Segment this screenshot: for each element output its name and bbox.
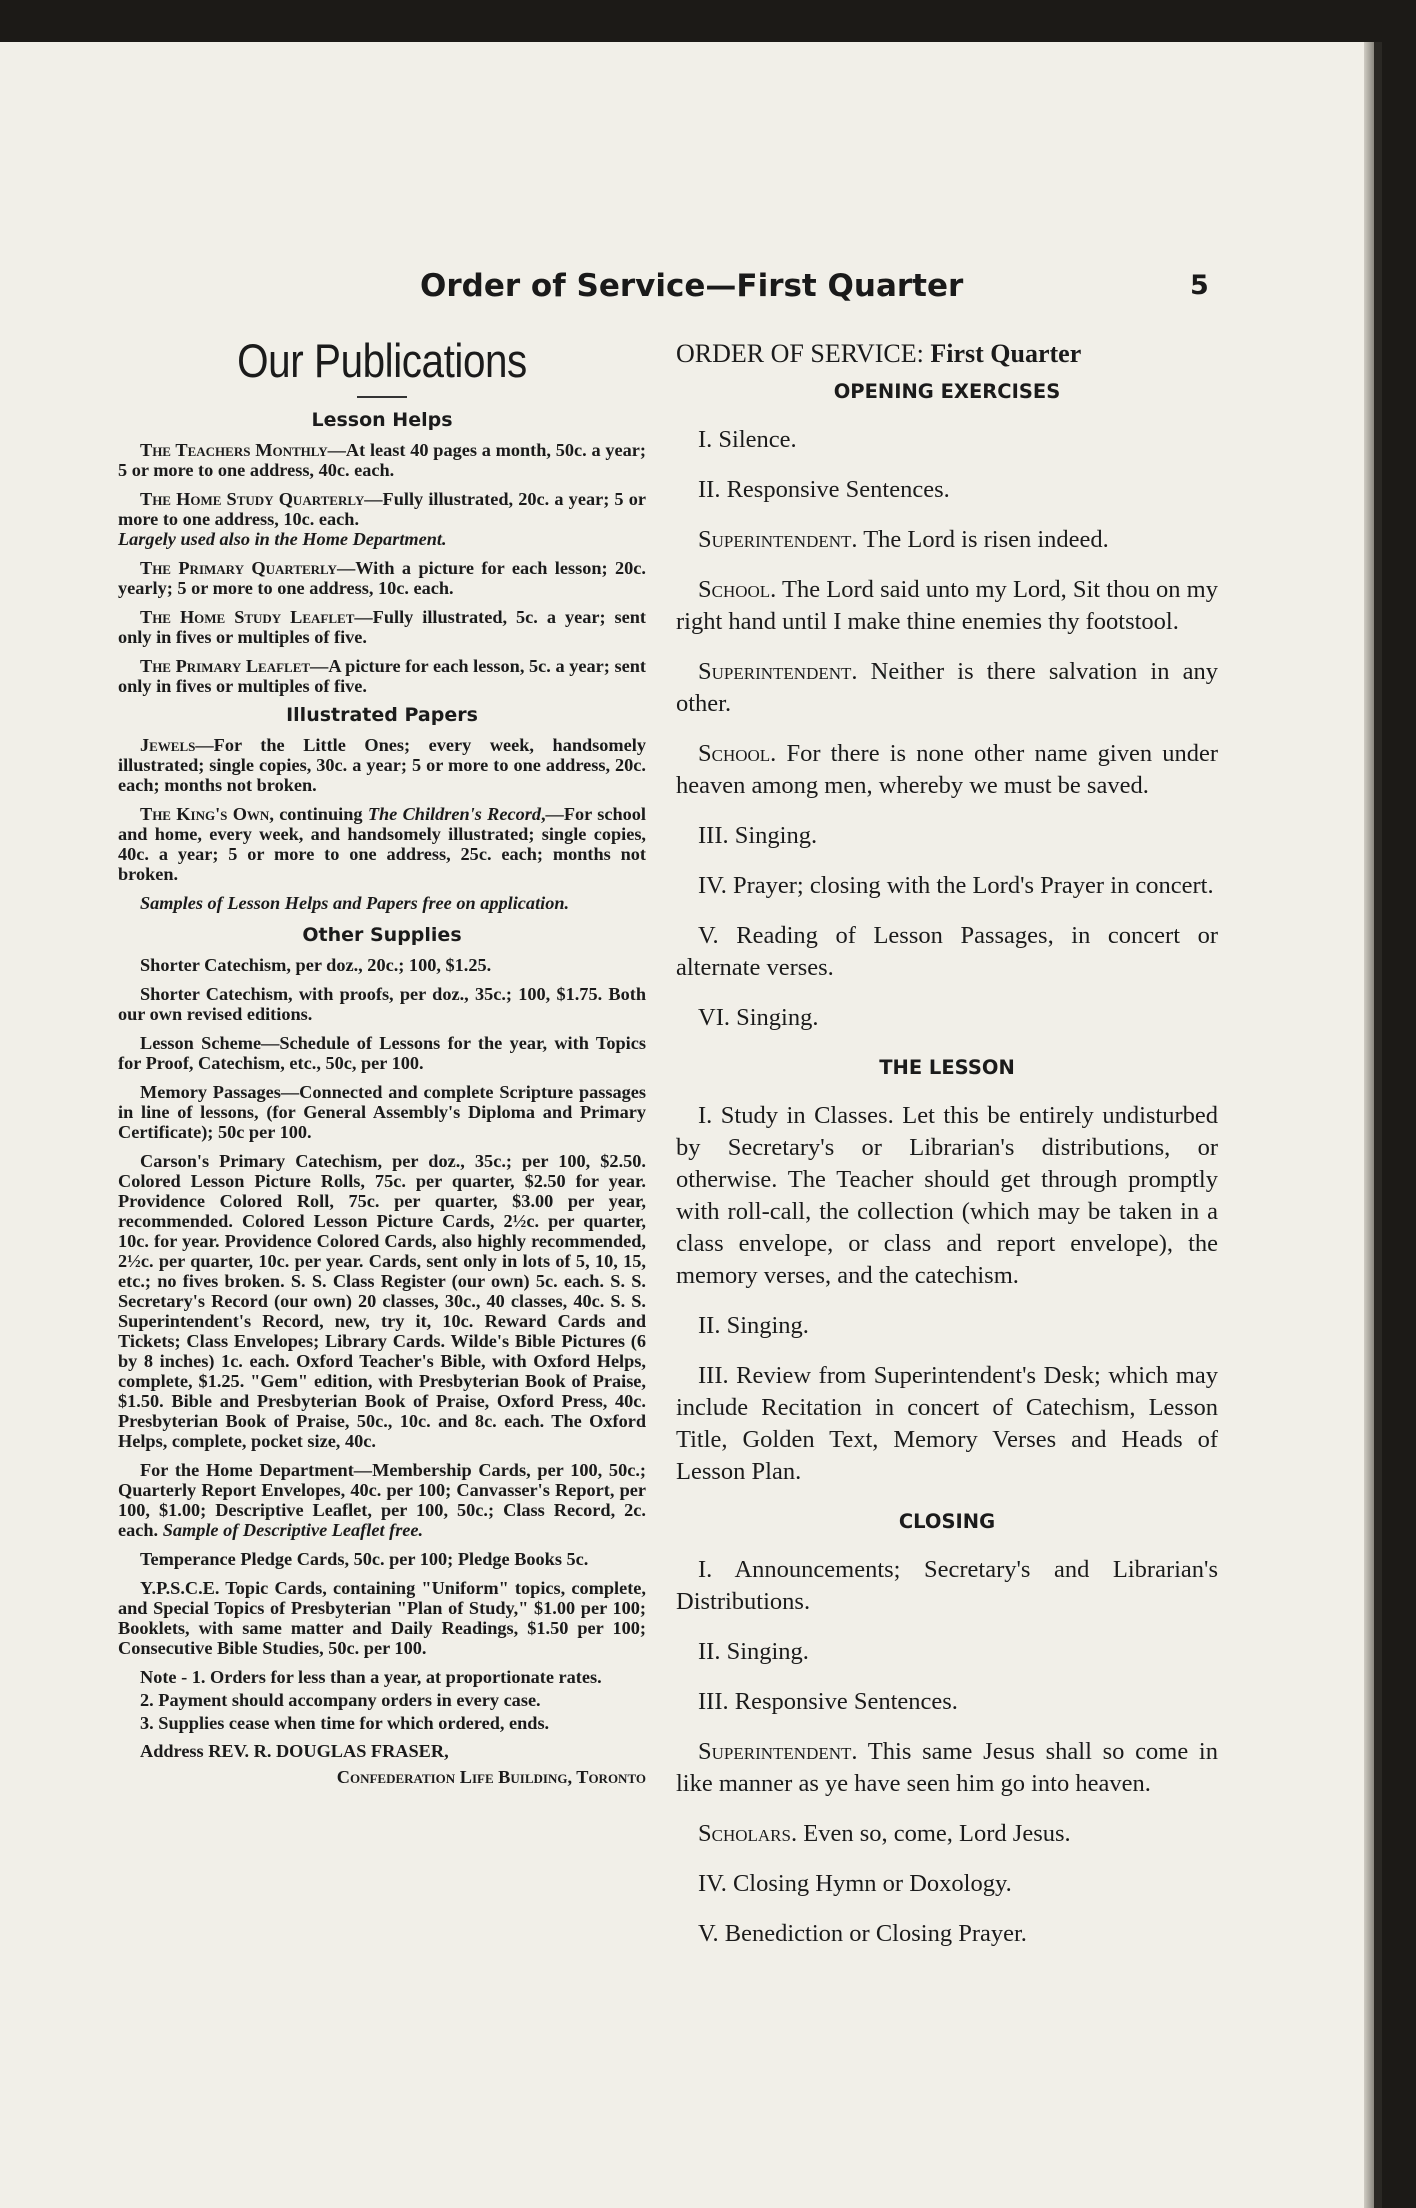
sentence: Even so, come, Lord Jesus. — [797, 1820, 1071, 1847]
publication-entry — [118, 489, 646, 549]
service-item: I. Announcements; Secretary's and Librarian's Distributions. — [676, 1556, 1218, 1615]
address-building: Confederation Life Building, Toronto — [336, 1767, 646, 1787]
sentence: Neither is there salvation in any other. — [676, 658, 1218, 717]
publication-text: —At least 40 pages a month, 50c. a year; 5 or more to one address, 40c. each. — [118, 440, 646, 480]
publications-column — [118, 332, 646, 1787]
service-item: V. Reading of Lesson Passages, in concert or alternate verses. — [676, 922, 1218, 981]
sentence: For there is none other name given under heaven among men, whereby we must be saved. — [676, 740, 1218, 799]
jewels-name: Jewels — [140, 735, 196, 755]
jewels-entry — [118, 735, 646, 795]
sentence: The Lord is risen indeed. — [857, 526, 1109, 553]
responsive-sentence — [676, 524, 1218, 556]
publication-entry — [118, 558, 646, 598]
closing-heading: CLOSING — [898, 1510, 996, 1533]
publication-text: —With a picture for each lesson; 20c. yearly; 5 or more to one address, 10c. each. — [118, 558, 646, 598]
service-item: IV. Prayer; closing with the Lord's Prayer in concert. — [698, 872, 1214, 899]
sentence: This same Jesus shall so come in like manner as ye have seen him go into heaven. — [676, 1738, 1218, 1797]
speaker: School. — [698, 576, 777, 603]
responsive-sentence — [676, 738, 1218, 802]
publication-name: The Teachers Monthly — [140, 440, 328, 460]
responsive-sentence — [676, 656, 1218, 720]
service-item: II. Responsive Sentences. — [698, 476, 950, 503]
publication-name: The Primary Leaflet — [140, 656, 311, 676]
speaker: Superintendent. — [698, 658, 858, 685]
service-item: II. Singing. — [698, 1638, 809, 1665]
service-item: VI. Singing. — [698, 1004, 819, 1031]
home-department-sample: Sample of Descriptive Leaflet free. — [162, 1520, 424, 1540]
responsive-sentence — [676, 1818, 1218, 1850]
publication-entry — [118, 607, 646, 647]
childrens-record: The Children's Record — [367, 804, 541, 824]
home-dept-note: Largely used also in the Home Department. — [118, 529, 447, 549]
jewels-text: —For the Little Ones; every week, handsomely illustrated; single copies, 30c. a year; 5 or more to one address, 20c. each; months not broken. — [118, 735, 646, 795]
sentence: The Lord said unto my Lord, Sit thou on my right hand until I make thine enemies thy footstool. — [676, 576, 1218, 635]
publication-name: The Home Study Leaflet — [140, 607, 355, 627]
service-item: IV. Closing Hymn or Doxology. — [698, 1870, 1012, 1897]
publication-name: The Primary Quarterly — [140, 558, 337, 578]
note-line: Note - 1. Orders for less than a year, at proportionate rates. — [140, 1667, 602, 1687]
publications-title: Our Publications — [237, 334, 527, 387]
responsive-sentence — [676, 1736, 1218, 1800]
service-item: I. Silence. — [698, 426, 797, 453]
publication-entry — [118, 440, 646, 480]
title-rule — [357, 396, 407, 398]
publication-text: —Fully illustrated, 5c. a year; sent only in fives or multiples of five. — [118, 607, 646, 647]
service-item: III. Responsive Sentences. — [698, 1688, 958, 1715]
running-header: Order of Service—First Quarter — [420, 268, 964, 304]
supply-entry: Lesson Scheme—Schedule of Lessons for the year, with Topics for Proof, Catechism, etc., 50c, per 100. — [118, 1033, 646, 1073]
book-page — [0, 42, 1374, 2208]
publication-text: —Fully illustrated, 20c. a year; 5 or more to one address, 10c. each. — [118, 489, 646, 529]
page-number: 5 — [1190, 270, 1209, 301]
service-item: III. Review from Superintendent's Desk; which may include Recitation in concert of Catechism, Lesson Title, Golden Text, Memory Verses and Heads of Lesson Plan. — [676, 1362, 1218, 1485]
address-line: Address REV. R. DOUGLAS FRASER, — [140, 1741, 449, 1761]
kings-own-entry — [118, 804, 646, 884]
supply-entry: Shorter Catechism, per doz., 20c.; 100, $1.25. — [140, 955, 492, 975]
supply-entry: Shorter Catechism, with proofs, per doz., 35c.; 100, $1.75. Both our own revised editions. — [118, 984, 646, 1024]
order-title-main: ORDER OF SERVICE: — [676, 339, 924, 368]
opening-heading: OPENING EXERCISES — [833, 380, 1061, 403]
order-title-suffix: First Quarter — [930, 339, 1082, 368]
other-supplies-heading: Other Supplies — [302, 924, 462, 946]
speaker: Scholars. — [698, 1820, 798, 1847]
home-department-text: For the Home Department—Membership Cards, per 100, 50c.; Quarterly Report Envelopes, 40c. per 100; Canvasser's Report, per 100, $1.00; Descriptive Leaflet, per 100, 50c.; Class Record, 2c. each. — [118, 1460, 646, 1540]
service-item: III. Singing. — [698, 822, 818, 849]
kings-own-text-b: ,—For school and home, every week, and handsomely illustrated; single copies, 40c. a year; 5 or more to one address, 25c. each; months not broken. — [118, 804, 646, 884]
service-item: V. Benediction or Closing Prayer. — [698, 1920, 1027, 1947]
publication-name: The Home Study Quarterly — [140, 489, 365, 509]
lesson-heading: THE LESSON — [879, 1056, 1015, 1079]
speaker: Superintendent. — [698, 1738, 858, 1765]
samples-note: Samples of Lesson Helps and Papers free on application. — [140, 893, 570, 913]
service-item: I. Study in Classes. Let this be entirely undisturbed by Secretary's or Librarian's distributions, or otherwise. The Teacher should get through promptly with roll-call, the collection (which may be taken in a class envelope, or class and report envelope), the memory verses, and the catechism. — [676, 1102, 1218, 1289]
kings-own-text-a: , continuing — [269, 804, 368, 824]
illustrated-papers-heading: Illustrated Papers — [286, 704, 478, 726]
supply-entry: Temperance Pledge Cards, 50c. per 100; Pledge Books 5c. — [140, 1549, 589, 1569]
speaker: Superintendent. — [698, 526, 858, 553]
home-department-entry — [118, 1460, 646, 1540]
note-line: 3. Supplies cease when time for which ordered, ends. — [140, 1713, 550, 1733]
note-line: 2. Payment should accompany orders in every case. — [140, 1690, 541, 1710]
supply-entry: Carson's Primary Catechism, per doz., 35c.; per 100, $2.50. Colored Lesson Picture Rolls, 75c. per quarter, $2.50 for year. Providence Colored Roll, 75c. per quarter, $3.00 per year, recommended. Colored Lesson Picture Cards, 2½c. per quarter, 10c. for year. Providence Colored Cards, also highly recommended, 2½c. per quarter, 10c. per year. Cards, sent only in lots of 5, 10, 15, etc.; no fives broken. S. S. Class Register (our own) 5c. each. S. S. Secretary's Record (our own) 20 classes, 30c., 40 classes, 40c. S. S. Superintendent's Record, new, try it, 10c. Reward Cards and Tickets; Class Envelopes; Library Cards. Wilde's Bible Pictures (6 by 8 inches) 1c. each. Oxford Teacher's Bible, with Oxford Helps, complete, $1.25. "Gem" edition, with Presbyterian Book of Praise, $1.50. Bible and Presbyterian Book of Praise, Oxford Press, 40c. Presbyterian Book of Praise, 50c., 10c. and 8c. each. The Oxford Helps, complete, pocket size, 40c. — [118, 1151, 646, 1451]
responsive-sentence — [676, 574, 1218, 638]
publication-entry — [118, 656, 646, 696]
lesson-helps-heading: Lesson Helps — [311, 409, 453, 431]
speaker: School. — [698, 740, 777, 767]
order-of-service-column — [676, 338, 1218, 1968]
service-item: II. Singing. — [698, 1312, 809, 1339]
supply-entry: Memory Passages—Connected and complete Scripture passages in line of lessons, (for General Assembly's Diploma and Primary Certificate); 50c per 100. — [118, 1082, 646, 1142]
kings-own-name: The King's Own — [140, 804, 270, 824]
order-title — [676, 338, 1218, 370]
supply-entry: Y.P.S.C.E. Topic Cards, containing "Uniform" topics, complete, and Special Topics of Presbyterian "Plan of Study," $1.00 per 100; Booklets, with same matter and Daily Readings, $1.50 per 100; Consecutive Bible Studies, 50c. per 100. — [118, 1578, 646, 1658]
publication-text: —A picture for each lesson, 5c. a year; sent only in fives or multiples of five. — [118, 656, 646, 696]
